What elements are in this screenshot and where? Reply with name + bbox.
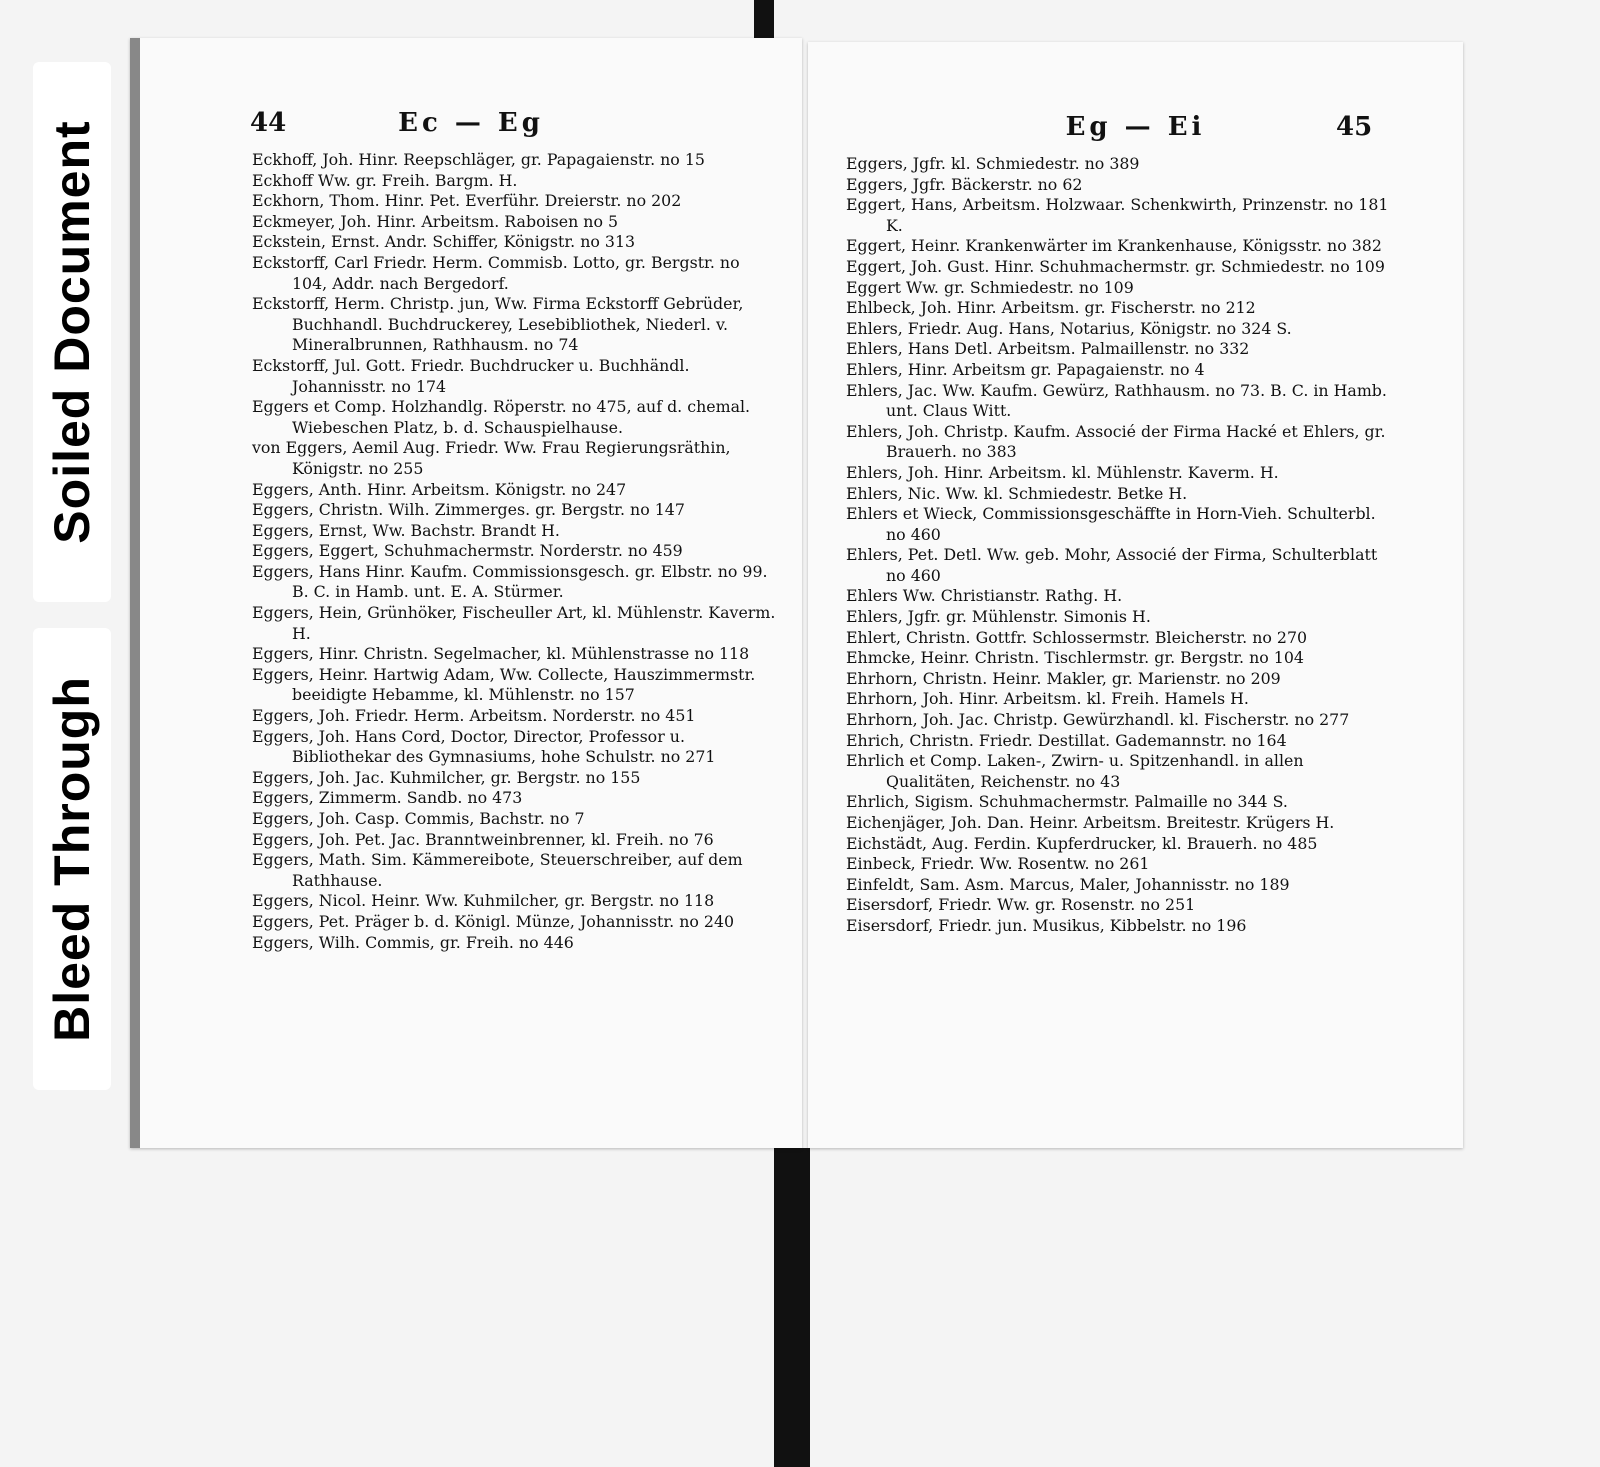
directory-entry: Ehlbeck, Joh. Hinr. Arbeitsm. gr. Fischerstr. no 212: [846, 298, 1256, 318]
directory-entry: Ehlers Ww. Christianstr. Rathg. H.: [846, 586, 1123, 606]
directory-entry: Eggers, Zimmerm. Sandb. no 473: [252, 788, 523, 808]
directory-entry: Eggers, Hinr. Christn. Segelmacher, kl. Mühlenstrasse no 118: [252, 644, 750, 664]
directory-entry: Einfeldt, Sam. Asm. Marcus, Maler, Johannisstr. no 189: [846, 874, 1290, 894]
directory-entry: Eggers, Anth. Hinr. Arbeitsm. Königstr. no 247: [252, 479, 627, 499]
directory-entry: von Eggers, Aemil Aug. Friedr. Ww. Frau Regierungsräthin, Königstr. no 255: [252, 438, 731, 478]
bleed-through-label: [33, 628, 111, 1090]
directory-entry: Eggers, Ernst, Ww. Bachstr. Brandt H.: [252, 520, 560, 540]
directory-entry: Eggers, Jgfr. kl. Schmiedestr. no 389: [846, 154, 1140, 173]
directory-entry: Ehrhorn, Joh. Jac. Christp. Gewürzhandl. kl. Fischerstr. no 277: [846, 710, 1350, 730]
directory-entry: Eckstorff, Herm. Christp. jun, Ww. Firma Eckstorff Gebrüder, Buchhandl. Buchdruckerey, Lesebibliothek, Niederl. v. Mineralbrunnen, Rathhausm. no 74: [252, 294, 744, 355]
directory-entry: Eggers, Joh. Pet. Jac. Branntweinbrenner, kl. Freih. no 76: [252, 829, 714, 849]
directory-entry: Eckstein, Ernst. Andr. Schiffer, Königstr. no 313: [252, 232, 636, 252]
directory-entry: Einbeck, Friedr. Ww. Rosentw. no 261: [846, 854, 1150, 874]
directory-entry: Ehrhorn, Joh. Hinr. Arbeitsm. kl. Freih. Hamels H.: [846, 689, 1249, 709]
right-page: [808, 42, 1463, 1148]
directory-entry: Eggers, Joh. Casp. Commis, Bachstr. no 7: [252, 809, 585, 828]
directory-entry: Eggers, Hans Hinr. Kaufm. Commissionsgesch. gr. Elbstr. no 99. B. C. in Hamb. unt. E. A. Stürmer.: [252, 561, 768, 602]
directory-entries: [846, 154, 1394, 937]
directory-entry: Ehrich, Christn. Friedr. Destillat. Gademannstr. no 164: [846, 730, 1287, 750]
directory-entry: Ehlers, Friedr. Aug. Hans, Notarius, Königstr. no 324 S.: [846, 318, 1292, 338]
page-number: 44: [250, 108, 287, 138]
bleed-through-text: Bleed Through: [44, 676, 100, 1042]
directory-entry: Eckstorff, Jul. Gott. Friedr. Buchdrucker u. Buchhändl. Johannisstr. no 174: [252, 355, 690, 396]
directory-entry: Ehlers, Joh. Hinr. Arbeitsm. kl. Mühlenstr. Kaverm. H.: [846, 462, 1279, 482]
running-header: Eg — Ei: [1065, 112, 1206, 142]
directory-entry: Ehrlich et Comp. Laken-, Zwirn- u. Spitzenhandl. in allen Qualitäten, Reichenstr. no 43: [846, 751, 1304, 791]
directory-entry: Eichstädt, Aug. Ferdin. Kupferdrucker, kl. Brauerh. no 485: [846, 833, 1318, 853]
directory-entry: Eckmeyer, Joh. Hinr. Arbeitsm. Raboisen no 5: [252, 211, 619, 231]
directory-entry: Eggers, Christn. Wilh. Zimmerges. gr. Bergstr. no 147: [252, 500, 685, 520]
directory-entry: Eggers, Eggert, Schuhmachermstr. Norderstr. no 459: [252, 541, 683, 561]
directory-entry: Eggers, Joh. Jac. Kuhmilcher, gr. Bergstr. no 155: [252, 767, 641, 787]
directory-entry: Eggers, Nicol. Heinr. Ww. Kuhmilcher, gr. Bergstr. no 118: [252, 891, 715, 911]
directory-entry: Eggert Ww. gr. Schmiedestr. no 109: [846, 277, 1134, 297]
directory-entry: Eggert, Joh. Gust. Hinr. Schuhmachermstr. gr. Schmiedestr. no 109: [846, 256, 1385, 276]
directory-entry: Eisersdorf, Friedr. Ww. gr. Rosenstr. no 251: [846, 895, 1196, 915]
directory-entry: Ehmcke, Heinr. Christn. Tischlermstr. gr. Bergstr. no 104: [846, 648, 1304, 668]
directory-entry: Eggers, Pet. Präger b. d. Königl. Münze, Johannisstr. no 240: [252, 911, 735, 931]
directory-entry: Eckhoff Ww. gr. Freih. Bargm. H.: [252, 170, 518, 190]
directory-entries: [252, 150, 777, 953]
binding-strip-bottom: [774, 1148, 810, 1467]
directory-entry: Eggert, Heinr. Krankenwärter im Krankenhause, Königsstr. no 382: [846, 236, 1382, 256]
directory-entry: Ehlers et Wieck, Commissionsgeschäffte in Horn-Vieh. Schulterbl. no 460: [846, 504, 1376, 544]
directory-entry: Ehlers, Pet. Detl. Ww. geb. Mohr, Associé der Firma, Schulterblatt no 460: [846, 545, 1378, 585]
directory-entry: Eggers et Comp. Holzhandlg. Röperstr. no 475, auf d. chemal. Wiebeschen Platz, b. d. Schauspielhause.: [252, 397, 751, 437]
directory-entry: Eggers, Heinr. Hartwig Adam, Ww. Collecte, Hauszimmermstr. beeidigte Hebamme, kl. Mühlenstr. no 157: [252, 664, 756, 705]
directory-entry: Ehlers, Joh. Christp. Kaufm. Associé der Firma Hacké et Ehlers, gr. Brauerh. no 383: [846, 421, 1386, 462]
directory-entry: Eggers, Wilh. Commis, gr. Freih. no 446: [252, 932, 574, 952]
directory-entry: Ehlers, Hans Detl. Arbeitsm. Palmaillenstr. no 332: [846, 339, 1250, 359]
directory-entry: Eggert, Hans, Arbeitsm. Holzwaar. Schenkwirth, Prinzenstr. no 181 K.: [846, 195, 1389, 235]
soiled-document-text: Soiled Document: [44, 120, 100, 544]
left-page-header: [140, 108, 802, 144]
page-number: 45: [1336, 112, 1373, 142]
directory-entry: Eggers, Math. Sim. Kämmereibote, Steuerschreiber, auf dem Rathhause.: [252, 850, 743, 890]
directory-entry: Ehrlich, Sigism. Schuhmachermstr. Palmaille no 344 S.: [846, 792, 1288, 812]
directory-entry: Ehlers, Jgfr. gr. Mühlenstr. Simonis H.: [846, 607, 1151, 627]
right-page-header: [808, 112, 1463, 148]
directory-entry: Ehlers, Nic. Ww. kl. Schmiedestr. Betke H.: [846, 483, 1188, 503]
directory-entry: Ehrhorn, Christn. Heinr. Makler, gr. Marienstr. no 209: [846, 668, 1281, 688]
running-header: Ec — Eg: [398, 108, 544, 138]
directory-entry: Eggers, Joh. Hans Cord, Doctor, Director, Professor u. Bibliothekar des Gymnasiums, hohe Schulstr. no 271: [252, 726, 716, 767]
directory-entry: Eckhoff, Joh. Hinr. Reepschläger, gr. Papagaienstr. no 15: [252, 150, 705, 169]
directory-entry: Ehlers, Hinr. Arbeitsm gr. Papagaienstr. no 4: [846, 359, 1205, 379]
directory-entry: Eggers, Hein, Grünhöker, Fischeuller Art, kl. Mühlenstr. Kaverm. H.: [252, 603, 776, 643]
soiled-document-label: [33, 62, 111, 602]
directory-entry: Eggers, Joh. Friedr. Herm. Arbeitsm. Norderstr. no 451: [252, 706, 696, 726]
directory-entry: Eckhorn, Thom. Hinr. Pet. Everführ. Dreierstr. no 202: [252, 191, 682, 211]
directory-entry: Eggers, Jgfr. Bäckerstr. no 62: [846, 174, 1083, 194]
directory-entry: Eisersdorf, Friedr. jun. Musikus, Kibbelstr. no 196: [846, 915, 1247, 935]
directory-entry: Ehlers, Jac. Ww. Kaufm. Gewürz, Rathhausm. no 73. B. C. in Hamb. unt. Claus Witt.: [846, 380, 1387, 421]
left-page: [130, 38, 802, 1148]
directory-entry: Eckstorff, Carl Friedr. Herm. Commisb. Lotto, gr. Bergstr. no 104, Addr. nach Bergedorf.: [252, 252, 740, 293]
directory-entry: Eichenjäger, Joh. Dan. Heinr. Arbeitsm. Breitestr. Krügers H.: [846, 813, 1335, 832]
directory-entry: Ehlert, Christn. Gottfr. Schlossermstr. Bleicherstr. no 270: [846, 627, 1308, 647]
